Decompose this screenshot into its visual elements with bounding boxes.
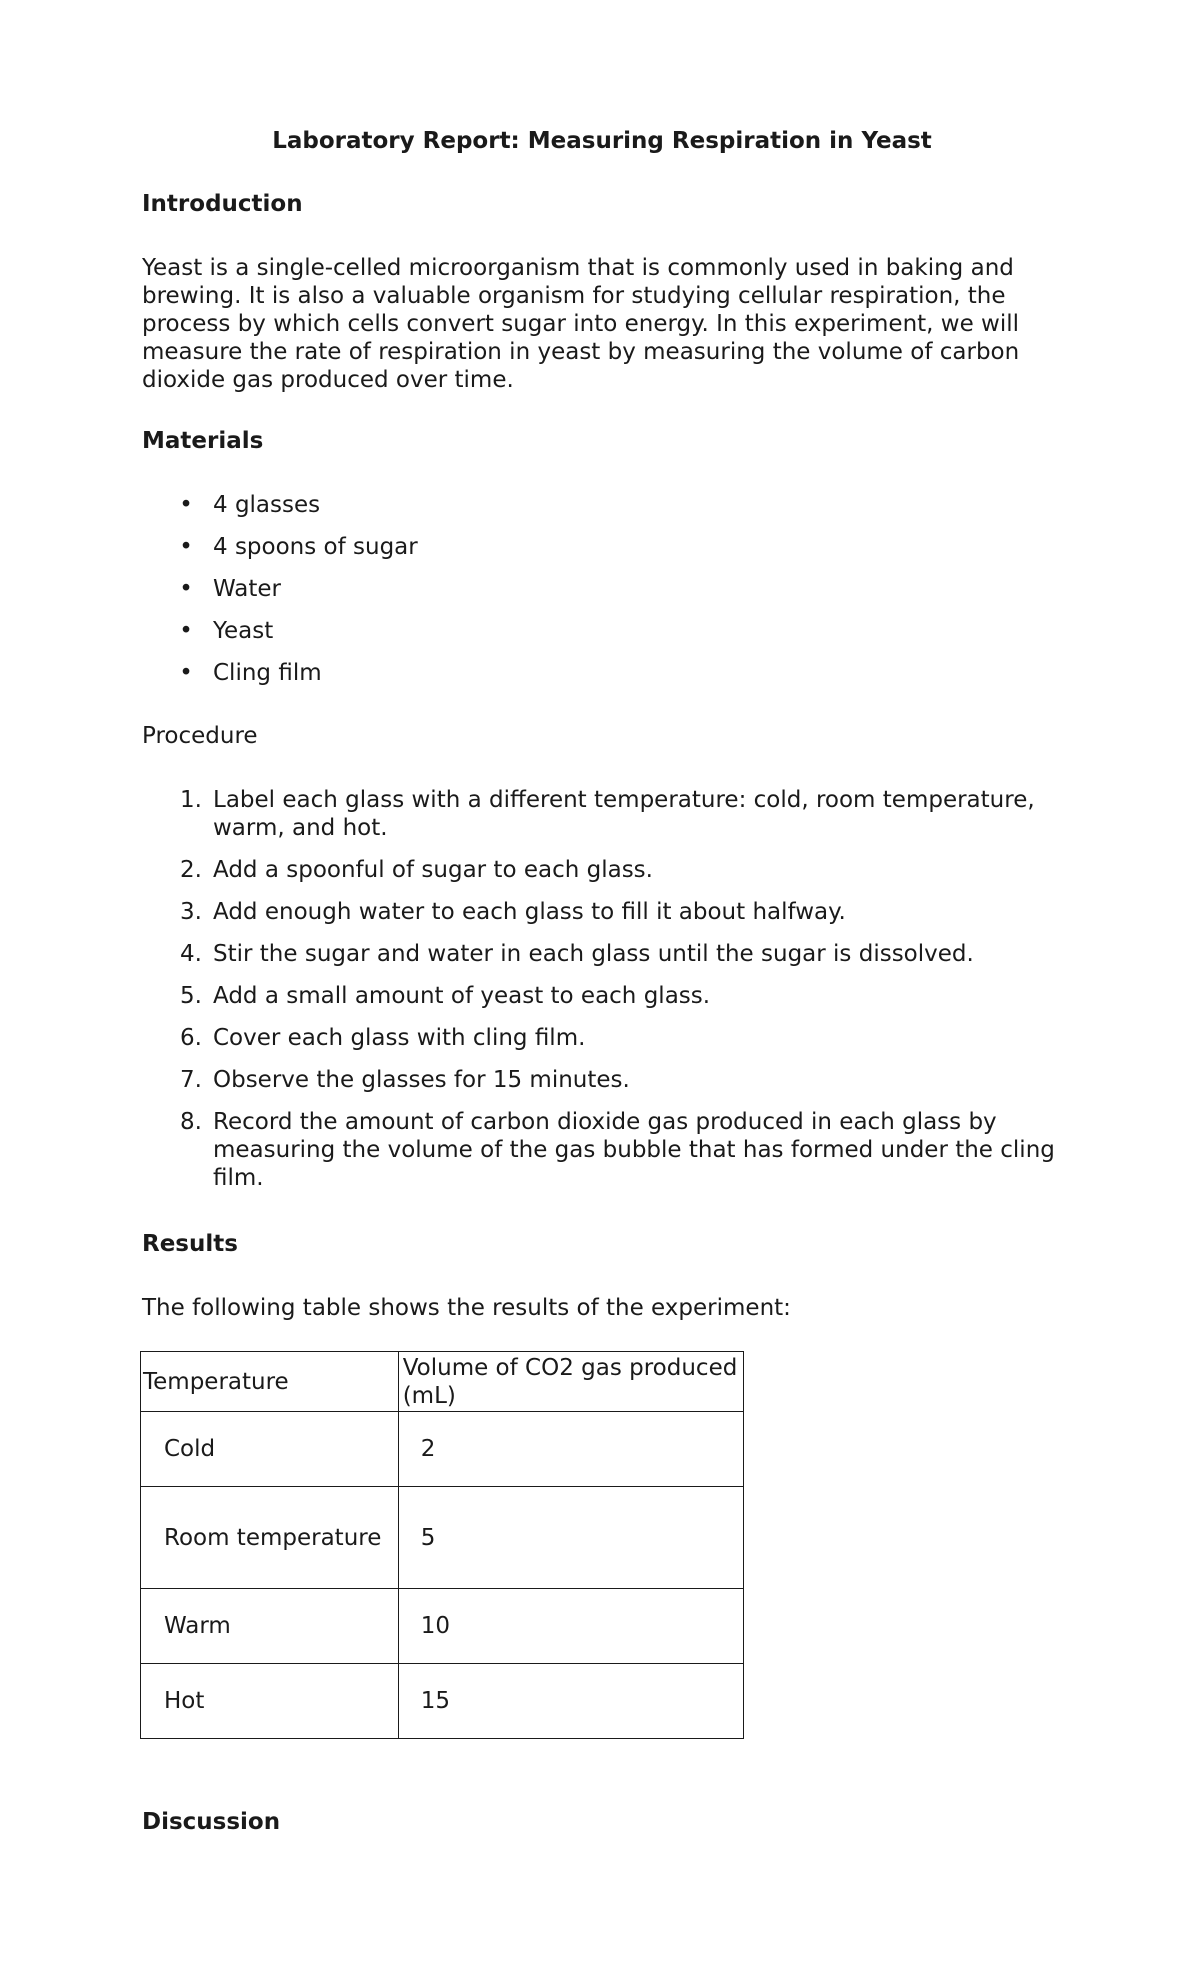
volume-cell: 15 [398, 1664, 743, 1739]
step-number: 8. [180, 1109, 202, 1135]
materials-heading: Materials [142, 428, 264, 454]
results-intro: The following table shows the results of the experiment: [142, 1295, 791, 1321]
list-item [142, 491, 1062, 519]
step-text: Add enough water to each glass to fill it about halfway. [213, 899, 846, 925]
results-table [140, 1351, 744, 1739]
step-text: Observe the glasses for 15 minutes. [213, 1067, 630, 1093]
procedure-list [142, 786, 1062, 1206]
temperature-cell: Hot [141, 1664, 399, 1739]
temperature-cell: Cold [141, 1412, 399, 1487]
list-item [142, 898, 1062, 926]
table-row [141, 1412, 744, 1487]
bullet-icon: • [179, 534, 193, 560]
material-label: Yeast [213, 618, 274, 644]
step-number: 7. [180, 1067, 202, 1093]
procedure-heading: Procedure [142, 723, 258, 749]
introduction-text: Yeast is a single-celled microorganism that is commonly used in baking and brewing. It is also a valuable organism for studying cellular respiration, the process by which cells convert sugar into energy. In this experiment, we will measure the rate of respiration in yeast by measuring the volume of carbon dioxide gas produced over time. [142, 255, 1020, 393]
discussion-heading: Discussion [142, 1809, 281, 1835]
column-header-volume: Volume of CO2 gas produced (mL) [398, 1352, 743, 1412]
list-item [142, 940, 1062, 968]
step-number: 2. [180, 857, 202, 883]
step-text: Label each glass with a different temperature: cold, room temperature, warm, and hot. [213, 787, 1035, 841]
bullet-icon: • [179, 660, 193, 686]
table-row [141, 1487, 744, 1589]
list-item [142, 786, 1062, 842]
list-item [142, 659, 1062, 687]
step-number: 6. [180, 1025, 202, 1051]
bullet-icon: • [179, 576, 193, 602]
material-label: 4 spoons of sugar [213, 534, 418, 560]
temperature-cell: Warm [141, 1589, 399, 1664]
temperature-cell: Room temperature [141, 1487, 399, 1589]
list-item [142, 575, 1062, 603]
column-header-temperature: Temperature [141, 1352, 399, 1412]
volume-cell: 5 [398, 1487, 743, 1589]
step-text: Stir the sugar and water in each glass until the sugar is dissolved. [213, 941, 974, 967]
volume-cell: 2 [398, 1412, 743, 1487]
list-item [142, 982, 1062, 1010]
step-text: Add a spoonful of sugar to each glass. [213, 857, 653, 883]
step-number: 5. [180, 983, 202, 1009]
volume-cell: 10 [398, 1589, 743, 1664]
materials-list [142, 491, 1062, 701]
step-number: 4. [180, 941, 202, 967]
step-number: 1. [180, 787, 202, 813]
table-row [141, 1589, 744, 1664]
bullet-icon: • [179, 492, 193, 518]
report-title: Laboratory Report: Measuring Respiration in Yeast [272, 128, 932, 154]
step-text: Cover each glass with cling film. [213, 1025, 586, 1051]
list-item [142, 617, 1062, 645]
results-heading: Results [142, 1231, 238, 1257]
material-label: Cling film [213, 660, 322, 686]
list-item [142, 1108, 1062, 1192]
material-label: Water [213, 576, 281, 602]
list-item [142, 533, 1062, 561]
bullet-icon: • [179, 618, 193, 644]
list-item [142, 1024, 1062, 1052]
introduction-heading: Introduction [142, 191, 303, 217]
step-number: 3. [180, 899, 202, 925]
table-header-row [141, 1352, 744, 1412]
list-item [142, 856, 1062, 884]
list-item [142, 1066, 1062, 1094]
step-text: Record the amount of carbon dioxide gas produced in each glass by measuring the volume of the gas bubble that has formed under the cling film. [213, 1109, 1055, 1191]
material-label: 4 glasses [213, 492, 321, 518]
step-text: Add a small amount of yeast to each glass. [213, 983, 711, 1009]
table-row [141, 1664, 744, 1739]
